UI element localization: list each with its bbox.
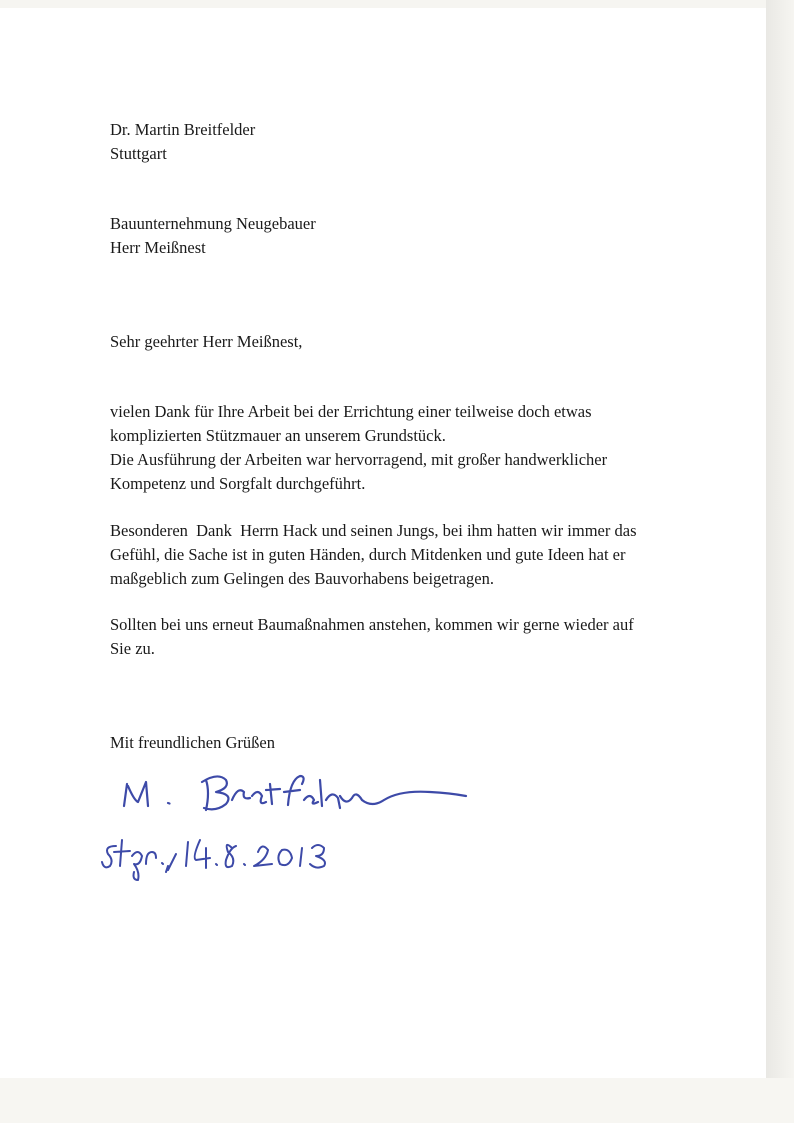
signature-surname (202, 776, 466, 810)
recipient-person: Herr Meißnest (110, 238, 206, 257)
sender-city: Stuttgart (110, 144, 167, 163)
recipient-company: Bauunternehmung Neugebauer (110, 214, 316, 233)
closing-phrase: Mit freundlichen Grüßen (110, 733, 275, 752)
signature-dot (168, 803, 170, 804)
body-paragraph-2-line-1: Besonderen Dank Herrn Hack und seinen Jungs, bei ihm hatten wir immer das (110, 521, 637, 540)
body-paragraph-3-line-2: Sie zu. (110, 639, 155, 658)
body-paragraph-2-line-2: Gefühl, die Sache ist in guten Händen, durch Mitdenken und gute Ideen hat er (110, 545, 626, 564)
salutation: Sehr geehrter Herr Meißnest, (110, 332, 303, 351)
body-paragraph-1-line-4: Kompetenz und Sorgfalt durchgeführt. (110, 474, 366, 493)
sender-name: Dr. Martin Breitfelder (110, 120, 256, 139)
body-paragraph-3-line-1: Sollten bei uns erneut Baumaßnahmen anstehen, kommen wir gerne wieder auf (110, 615, 634, 634)
signature-date-place (102, 840, 176, 880)
body-paragraph-1-line-2: komplizierten Stützmauer an unserem Grundstück. (110, 426, 446, 445)
body-paragraph-2-line-3: maßgeblich zum Gelingen des Bauvorhabens beigetragen. (110, 569, 494, 588)
body-paragraph-1-line-1: vielen Dank für Ihre Arbeit bei der Errichtung einer teilweise doch etwas (110, 402, 592, 421)
signature-initial-m (124, 782, 148, 806)
body-paragraph-1-line-3: Die Ausführung der Arbeiten war hervorragend, mit großer handwerklicher (110, 450, 608, 469)
signature-date-digits (186, 840, 325, 868)
